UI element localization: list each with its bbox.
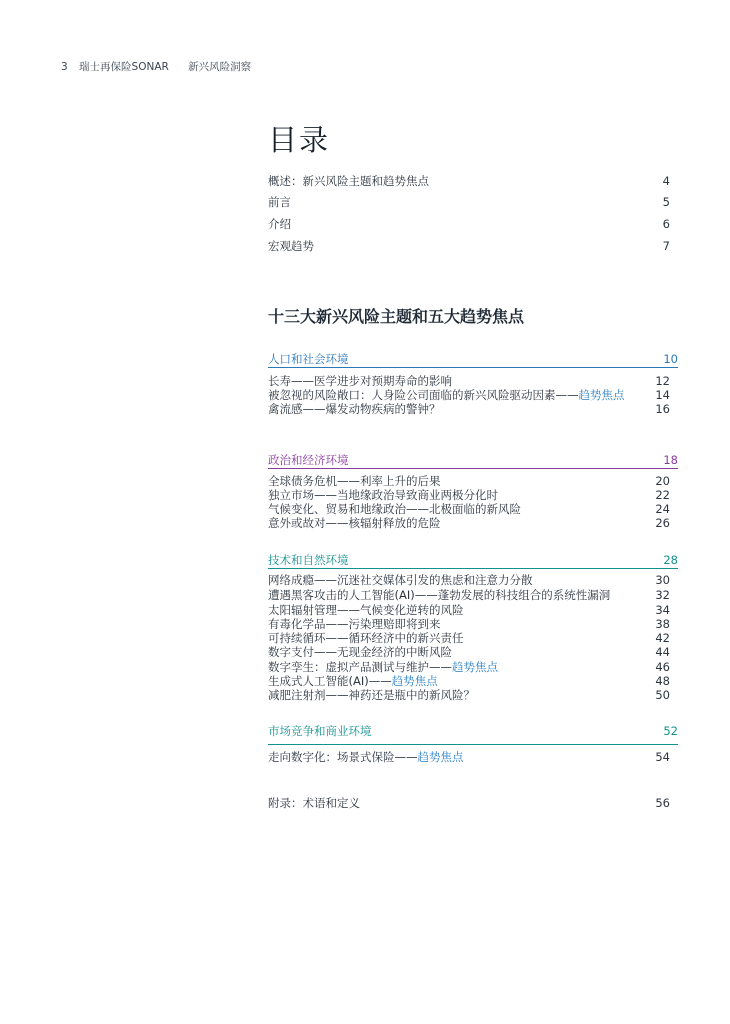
page-title: 目录 bbox=[268, 123, 331, 157]
toc-item-page: 20 bbox=[655, 474, 670, 488]
toc-item-label: 意外或故对——核辐射释放的危险 bbox=[268, 516, 441, 530]
toc-item[interactable] bbox=[268, 660, 670, 674]
toc-entry-label: 宏观趋势 bbox=[268, 239, 314, 253]
toc-entry-foreword[interactable] bbox=[268, 195, 670, 210]
section-header-politics-economy[interactable] bbox=[268, 452, 678, 468]
toc-item-label: 全球债务危机——利率上升的后果 bbox=[268, 474, 441, 488]
toc-item[interactable] bbox=[268, 645, 670, 659]
section-title: 十三大新兴风险主题和五大趋势焦点 bbox=[268, 307, 525, 326]
toc-item[interactable] bbox=[268, 516, 670, 530]
toc-entry-page: 7 bbox=[662, 239, 670, 253]
section-divider bbox=[268, 468, 678, 469]
toc-item-label: 被忽视的风险敞口：人身险公司面临的新兴风险驱动因素—— bbox=[268, 388, 579, 402]
toc-item-page: 14 bbox=[655, 388, 670, 402]
toc-item-label: 独立市场——当地缘政治导致商业两极分化时 bbox=[268, 488, 498, 502]
toc-item-page: 44 bbox=[655, 645, 670, 659]
section-header-technology-nature[interactable] bbox=[268, 552, 678, 568]
toc-entry-page: 56 bbox=[655, 796, 670, 810]
toc-item[interactable] bbox=[268, 474, 670, 488]
toc-item[interactable] bbox=[268, 603, 670, 617]
toc-entry-label: 概述：新兴风险主题和趋势焦点 bbox=[268, 174, 429, 188]
section-name: 市场竞争和商业环境 bbox=[268, 724, 372, 738]
section-name: 人口和社会环境 bbox=[268, 352, 349, 366]
toc-item-page: 16 bbox=[655, 402, 670, 416]
toc-item-label: 禽流感——爆发动物疾病的警钟？ bbox=[268, 402, 441, 416]
toc-item-page: 34 bbox=[655, 603, 670, 617]
trend-focus-label: 趋势焦点 bbox=[417, 750, 464, 764]
toc-item-label: 遭遇黑客攻击的人工智能(AI)——蓬勃发展的科技组合的系统性漏洞 bbox=[268, 588, 611, 602]
toc-item[interactable] bbox=[268, 750, 670, 764]
toc-item-label: 气候变化、贸易和地缘政治——北极面临的新风险 bbox=[268, 502, 521, 516]
toc-entry-page: 6 bbox=[662, 217, 670, 231]
toc-entry-label: 介绍 bbox=[268, 217, 291, 231]
toc-item-label: 有毒化学品——污染理赔即将到来 bbox=[268, 617, 441, 631]
toc-item-label: 数字支付——无现金经济的中断风险 bbox=[268, 645, 452, 659]
toc-item[interactable] bbox=[268, 588, 670, 602]
toc-entry-label: 附录：术语和定义 bbox=[268, 796, 360, 810]
toc-item-label: 减肥注射剂——神药还是瓶中的新风险？ bbox=[268, 688, 475, 702]
section-page: 18 bbox=[663, 453, 678, 467]
toc-item-page: 50 bbox=[655, 688, 670, 702]
toc-item[interactable] bbox=[268, 573, 670, 587]
toc-item-label: 太阳辐射管理——气候变化逆转的风险 bbox=[268, 603, 464, 617]
toc-entry-page: 5 bbox=[662, 195, 670, 209]
section-page: 52 bbox=[663, 724, 678, 738]
section-page: 10 bbox=[663, 352, 678, 366]
section-name: 政治和经济环境 bbox=[268, 453, 349, 467]
toc-item-page: 42 bbox=[655, 631, 670, 645]
section-header-market-business[interactable] bbox=[268, 723, 678, 739]
toc-item-label: 网络成瘾——沉迷社交媒体引发的焦虑和注意力分散 bbox=[268, 573, 533, 587]
page-number: 3 bbox=[61, 61, 68, 73]
toc-entry-label: 前言 bbox=[268, 195, 291, 209]
toc-entry-macro-trends[interactable] bbox=[268, 239, 670, 254]
toc-entry-overview[interactable] bbox=[268, 174, 670, 189]
toc-item-label: 可持续循环——循环经济中的新兴责任 bbox=[268, 631, 464, 645]
trend-focus-label: 趋势焦点 bbox=[391, 674, 438, 688]
toc-entry-appendix[interactable] bbox=[268, 796, 670, 811]
section-divider bbox=[268, 744, 678, 745]
toc-item-page: 30 bbox=[655, 573, 670, 587]
publication-subtitle: 新兴风险洞察 bbox=[188, 61, 252, 73]
trend-focus-label: 趋势焦点 bbox=[578, 388, 625, 402]
running-header bbox=[61, 59, 259, 74]
toc-item[interactable] bbox=[268, 631, 670, 645]
section-page: 28 bbox=[663, 553, 678, 567]
toc-entry-introduction[interactable] bbox=[268, 217, 670, 232]
toc-item-page: 38 bbox=[655, 617, 670, 631]
toc-item-page: 22 bbox=[655, 488, 670, 502]
toc-item-page: 32 bbox=[655, 588, 670, 602]
toc-item-label: 数字孪生：虚拟产品测试与维护—— bbox=[268, 660, 452, 674]
toc-item[interactable] bbox=[268, 617, 670, 631]
section-divider bbox=[268, 568, 678, 569]
toc-item[interactable] bbox=[268, 502, 670, 516]
toc-item-page: 24 bbox=[655, 502, 670, 516]
toc-item-page: 54 bbox=[655, 750, 670, 764]
toc-item[interactable] bbox=[268, 388, 670, 402]
toc-item-page: 12 bbox=[655, 374, 670, 388]
toc-item-label: 走向数字化：场景式保险—— bbox=[268, 750, 418, 764]
section-name: 技术和自然环境 bbox=[268, 553, 349, 567]
toc-item[interactable] bbox=[268, 402, 670, 416]
section-header-society[interactable] bbox=[268, 351, 678, 367]
toc-item-page: 26 bbox=[655, 516, 670, 530]
section-divider bbox=[268, 367, 678, 368]
toc-item-label: 长寿——医学进步对预期寿命的影响 bbox=[268, 374, 452, 388]
toc-item-page: 46 bbox=[655, 660, 670, 674]
toc-entry-page: 4 bbox=[662, 174, 670, 188]
publication-name: 瑞士再保险SONAR bbox=[79, 61, 169, 73]
toc-item[interactable] bbox=[268, 374, 670, 388]
toc-item-label: 生成式人工智能(AI)—— bbox=[268, 674, 392, 688]
trend-focus-label: 趋势焦点 bbox=[452, 660, 498, 674]
toc-item[interactable] bbox=[268, 688, 670, 702]
toc-item[interactable] bbox=[268, 674, 670, 688]
toc-item[interactable] bbox=[268, 488, 670, 502]
toc-item-page: 48 bbox=[655, 674, 670, 688]
